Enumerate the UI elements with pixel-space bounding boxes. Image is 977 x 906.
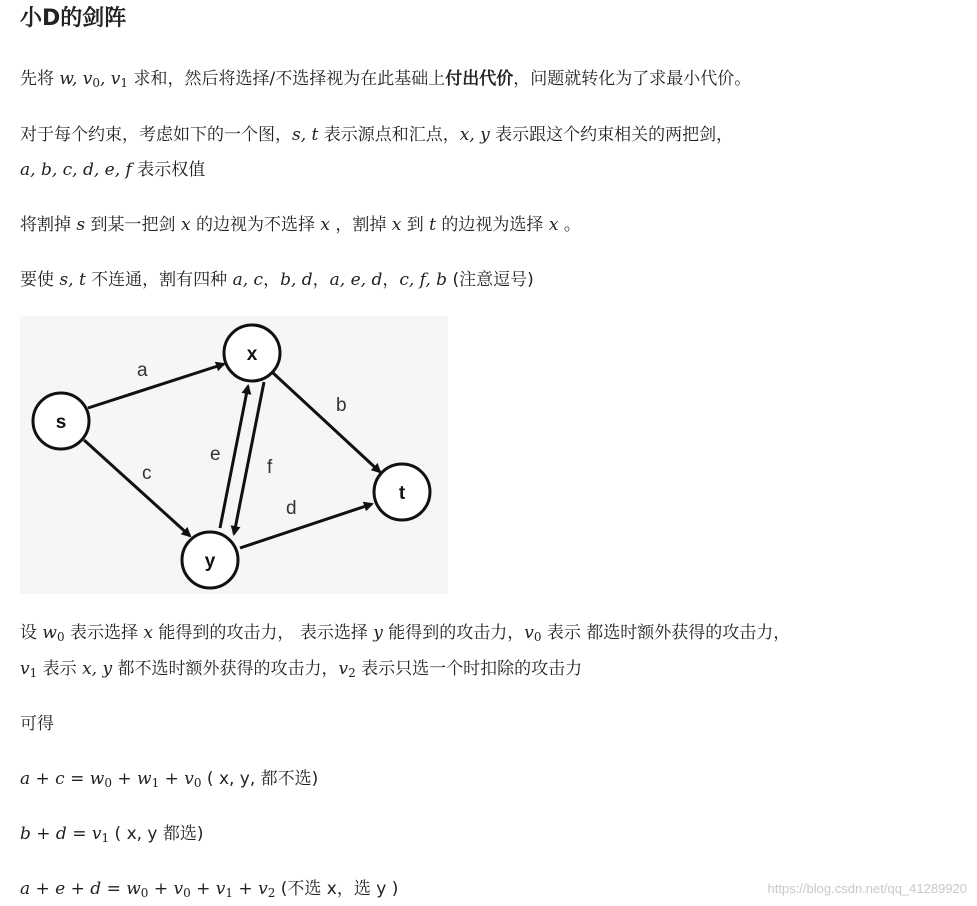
edge-label-a: a bbox=[137, 360, 148, 381]
paragraph-definitions-2: $v_1$ 表示 x, y 都不选时额外获得的攻击力，$v_2$ 表示只选一个时扣除的攻击力 bbox=[20, 659, 583, 680]
edge-label-f: f bbox=[267, 457, 273, 478]
paragraph-graph-intro-2: a, b, c, d, e, f 表示权值 bbox=[20, 160, 206, 180]
edge-c bbox=[84, 440, 190, 536]
edge-label-d: d bbox=[286, 498, 297, 519]
flow-network-diagram bbox=[20, 316, 448, 594]
node-s bbox=[33, 393, 89, 449]
watermark: https://blog.csdn.net/qq_41289920 bbox=[767, 881, 967, 896]
equation-2: $b + d = v_1$ ( x, y 都选) bbox=[20, 824, 204, 845]
diagram-svg bbox=[20, 316, 448, 594]
equation-1: $a + c = w_0 + w_1 + v_0$ ( x, y, 都不选) bbox=[20, 769, 319, 790]
section-title: 小D的剑阵 bbox=[20, 6, 127, 31]
edge-a bbox=[88, 364, 224, 408]
edge-e bbox=[220, 386, 248, 528]
edge-f bbox=[234, 382, 264, 534]
edge-d bbox=[240, 504, 372, 548]
node-x bbox=[224, 325, 280, 381]
node-t bbox=[374, 464, 430, 520]
node-label-t: t bbox=[398, 483, 406, 504]
paragraph-definitions-1: 设 $w_0$ 表示选择 x 能得到的攻击力， 表示选择 y 能得到的攻击力，$v_0$ 表示 都选时额外获得的攻击力， bbox=[20, 623, 791, 644]
edge-label-e: e bbox=[210, 444, 221, 465]
paragraph-result: 可得 bbox=[20, 714, 54, 734]
edge-label-c: c bbox=[142, 463, 152, 484]
edge-b bbox=[272, 372, 380, 472]
paragraph-cut-meaning: 将割掉 s 到某一把剑 x 的边视为不选择 x ，割掉 x 到 t 的边视为选择 x 。 bbox=[20, 215, 581, 235]
paragraph-sum: 先将 w, $v_0$, $v_1$ 求和，然后将选择/不选择视为在此基础上付出代价，问题就转化为了求最小代价。 bbox=[20, 69, 752, 90]
paragraph-graph-intro-1: 对于每个约束，考虑如下的一个图，s, t 表示源点和汇点，x, y 表示跟这个约束相关的两把剑， bbox=[20, 125, 734, 145]
bold-cost: 付出代价 bbox=[445, 69, 514, 89]
node-label-y: y bbox=[204, 551, 216, 572]
paragraph-four-cuts: 要使 s, t 不连通，割有四种 a, c，b, d，a, e, d，c, f, b (注意逗号) bbox=[20, 270, 534, 290]
equation-3: $a + e + d = w_0 + v_0 + v_1 + v_2$ (不选 x，选 y ) bbox=[20, 879, 399, 900]
node-y bbox=[182, 532, 238, 588]
node-label-s: s bbox=[55, 412, 67, 433]
edge-label-b: b bbox=[336, 395, 347, 416]
node-label-x: x bbox=[246, 344, 258, 365]
